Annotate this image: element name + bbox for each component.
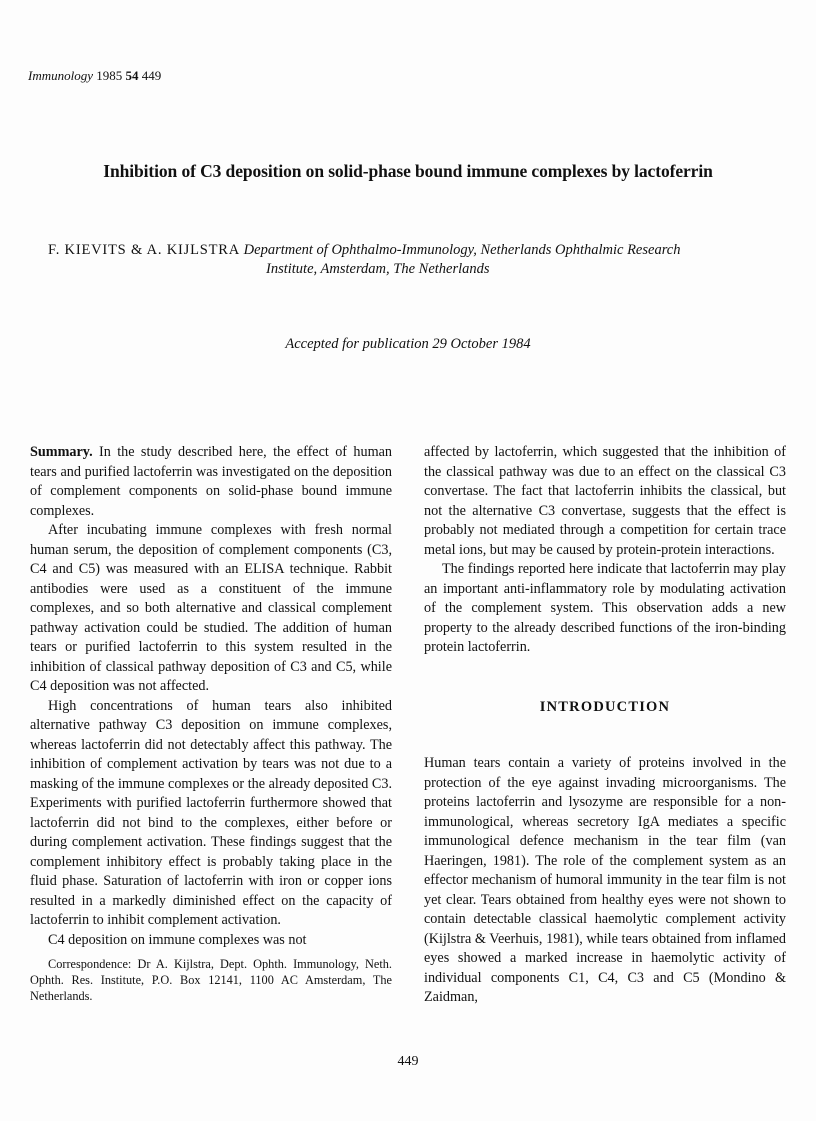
summary-paragraph-5: The findings reported here indicate that lactoferrin may play an important anti-inflammatory role by modulating activation of the complement system. This observation adds a new property to the already described functions of the iron-binding protein lactoferrin. [424,561,786,655]
affiliation-line-1: Department of Ophthalmo-Immunology, Netherlands Ophthalmic Research [243,242,681,258]
page-number: 449 [397,1054,419,1069]
summary-paragraph-4: C4 deposition on immune complexes was not [48,931,307,948]
summary-paragraph-1 [30,443,392,521]
journal-volume: 54 [125,68,139,83]
journal-page: 449 [141,68,162,83]
author-names: F. KIEVITS & A. KIJLSTRA [48,242,241,258]
summary-paragraph-4-continued: affected by lactoferrin, which suggested that the inhibition of the classical pathway was due to an effect on the classical C3 convertase. The fact that lactoferrin inhibits the classical, but not the alternative C3 convertase, suggests that the effect is probably not mediated through a competition for certain trace metal ions, but may be caused by protein-protein interactions. [424,444,786,558]
summary-label: Summary. [30,444,93,460]
correspondence-note: Correspondence: Dr A. Kijlstra, Dept. Ophth. Immunology, Neth. Ophth. Res. Institute, P.O. Box 12141, 1100 AC Amsterdam, The Netherlands. [30,957,392,1004]
accepted-date: Accepted for publication 29 October 1984 [285,336,531,352]
journal-reference [28,68,161,84]
journal-name: Immunology [28,68,93,83]
summary-paragraph-2: After incubating immune complexes with fresh normal human serum, the deposition of complement components (C3, C4 and C5) was measured with an ELISA technique. Rabbit antibodies were used as a constituent of the immune complexes, and so both alternative and classical complement pathway activation could be studied. The addition of human tears or purified lactoferrin to this system resulted in the inhibition of classical pathway deposition of C3 and C5, while C4 deposition was not affected. [30,522,392,694]
journal-year: 1985 [96,68,123,83]
author-block [48,241,778,279]
right-column [424,443,786,1008]
summary-paragraph-3: High concentrations of human tears also inhibited alternative pathway C3 deposition on immune complexes, whereas lactoferrin did not detectably affect this pathway. The inhibition of complement activation by tears was not due to a masking of the immune complexes or the already deposited C3. Experiments with purified lactoferrin furthermore showed that lactoferrin did not bind to the complexes, either before or during complement activation. These findings suggest that the complement inhibitory effect is probably taking place in the fluid phase. Saturation of lactoferrin with iron or copper ions resulted in a markedly diminished effect on the capacity of lactoferrin to inhibit complement activation. [30,697,392,928]
left-column [30,443,392,1005]
affiliation-line-2: Institute, Amsterdam, The Netherlands [266,261,490,277]
summary-text-1: In the study described here, the effect of human tears and purified lactoferrin was investigated on the deposition of complement components on solid-phase bound immune complexes. [30,444,392,519]
introduction-heading: INTRODUCTION [539,698,671,715]
article-title: Inhibition of C3 deposition on solid-phase bound immune complexes by lactoferrin [103,161,713,181]
introduction-paragraph-1: Human tears contain a variety of proteins involved in the protection of the eye against invading microorganisms. The proteins lactoferrin and lysozyme are responsible for a non-immunological, whereas secretory IgA mediates a specific immunological defence mechanism in the tear film (van Haeringen, 1981). The role of the complement system as an effector mechanism of humoral immunity in the tear film is not yet clear. Tears obtained from healthy eyes were not shown to contain detectable classical haemolytic complement activity (Kijlstra & Veerhuis, 1981), while tears obtained from inflamed eyes showed a marked increase in haemolytic activity of individual components C1, C4, C3 and C5 (Mondino & Zaidman, [424,755,786,1005]
